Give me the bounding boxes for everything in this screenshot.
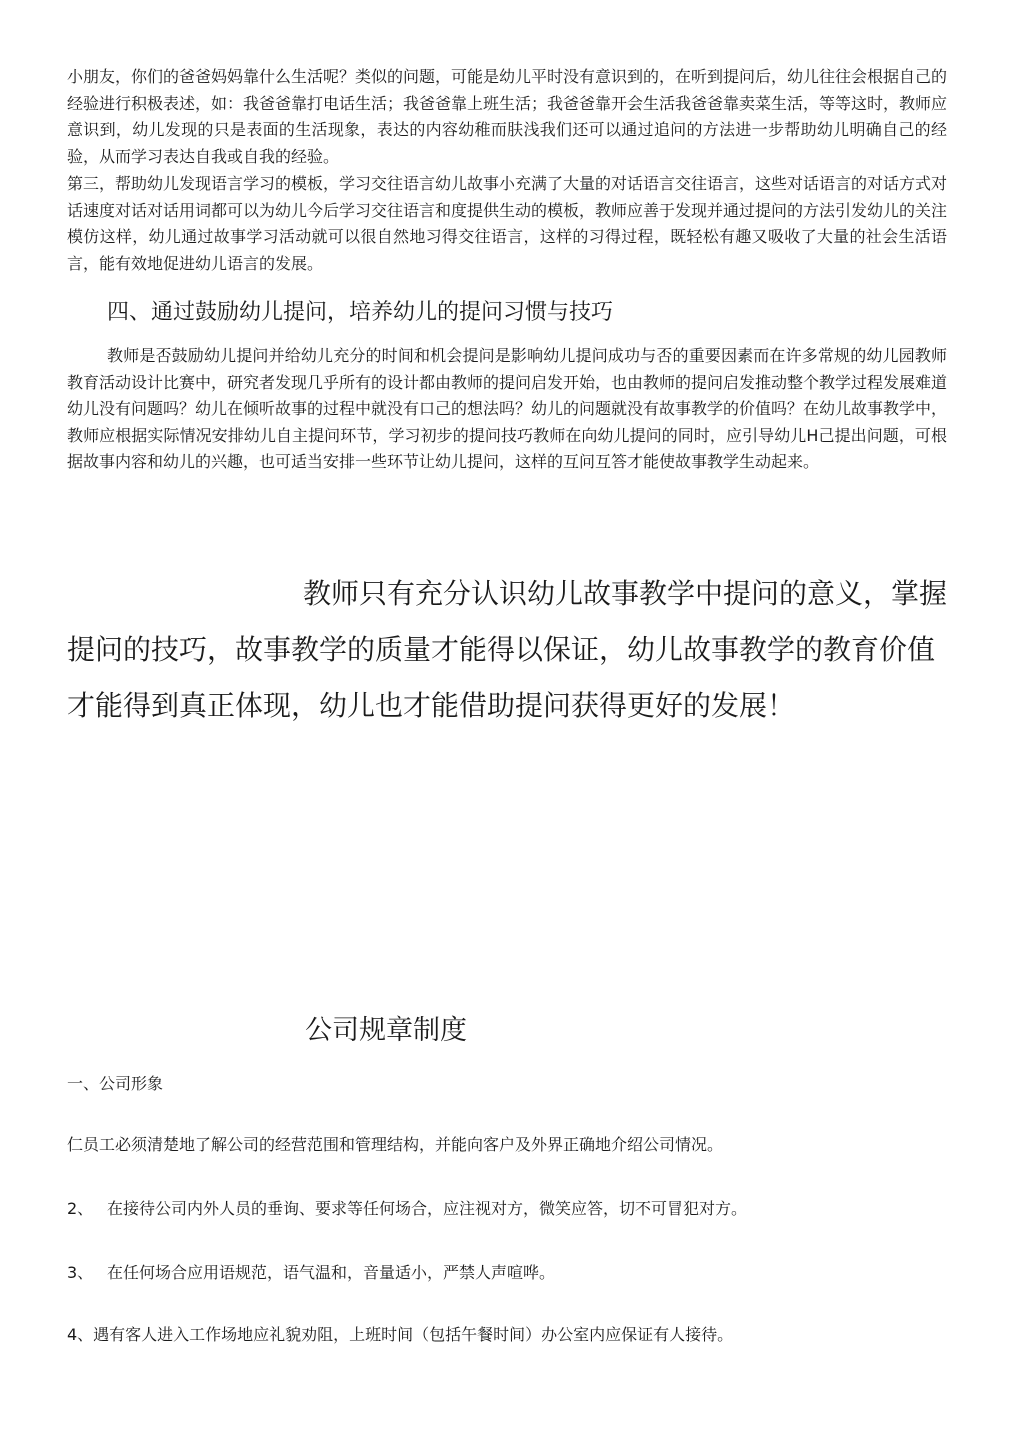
section-subheading: 一、公司形象 (67, 1074, 164, 1093)
company-rules-title: 公司规章制度 (305, 1015, 467, 1046)
rule-item-2 (67, 1197, 747, 1221)
rule-item-number: 2、 (67, 1199, 94, 1218)
body-paragraph-3: 教师是否鼓励幼儿提问并给幼儿充分的时间和机会提问是影响幼儿提问成功与否的重要因素而在许多常规的幼儿园教师教育活动设计比赛中，研究者发现几乎所有的设计都由教师的提问启发开始，也由教师的提问启发推动整个教学过程发展难道幼儿没有问题吗？幼儿在倾听故事的过程中就没有口己的想法吗？幼儿的问题就没有故事教学的价值吗？在幼儿故事教学中，教师应根据实际情况安排幼儿自主提问环节，学习初步的提问技巧教师在向幼儿提问的同时，应引导幼儿H己提出问题，可根据故事内容和幼儿的兴趣，也可适当安排一些环节让幼儿提问，这样的互问互答才能使故事教学生动起来。 (67, 346, 948, 471)
rule-item-number: 3、 (67, 1263, 94, 1282)
section-heading-4: 四、通过鼓励幼儿提问，培养幼儿的提问习惯与技巧 (107, 300, 614, 325)
rule-item-4 (67, 1323, 733, 1347)
rule-item-text: 在接待公司内外人员的垂询、要求等任何场合，应注视对方，微笑应答，切不可冒犯对方。 (107, 1199, 748, 1218)
rule-item-3 (67, 1261, 555, 1285)
rule-item-text: 4、遇有客人进入工作场地应礼貌劝阻，上班时间（包括午餐时间）办公室内应保证有人接待。 (67, 1325, 734, 1344)
body-paragraph-1: 小朋友，你们的爸爸妈妈靠什么生活呢？类似的问题，可能是幼儿平时没有意识到的，在听到提问后，幼儿往往会根据自己的经验进行积极表述，如：我爸爸靠打电话生活；我爸爸靠上班生活；我爸爸靠开会生活我爸爸靠卖菜生活，等等这时，教师应意识到，幼儿发现的只是表面的生活现象，表达的内容幼稚而肤浅我们还可以通过追问的方法进一步帮助幼儿明确自己的经验，从而学习表达自我或自我的经验。 (67, 67, 948, 166)
rule-item-text: 仁员工必须清楚地了解公司的经营范围和管理结构，并能向客户及外界正确地介绍公司情况。 (67, 1135, 724, 1154)
rule-item-text: 在任何场合应用语规范，语气温和，音量适小，严禁人声喧哗。 (107, 1263, 556, 1282)
conclusion-paragraph: 教师只有充分认识幼儿故事教学中提问的意义，掌握提问的技巧，故事教学的质量才能得以保证，幼儿故事教学的教育价值才能得到真正体现，幼儿也才能借助提问获得更好的发展！ (67, 577, 948, 722)
rule-item-1 (67, 1133, 723, 1157)
body-paragraph-2: 第三，帮助幼儿发现语言学习的模板，学习交往语言幼儿故事小充满了大量的对话语言交往语言，这些对话语言的对话方式对话速度对话对话用词都可以为幼儿今后学习交往语言和度提供生动的模板，教师应善于发现并通过提问的方法引发幼儿的关注模仿这样，幼儿通过故事学习活动就可以很自然地习得交往语言，这样的习得过程，既轻松有趣又吸收了大量的社会生活语言，能有效地促进幼儿语言的发展。 (67, 174, 948, 273)
